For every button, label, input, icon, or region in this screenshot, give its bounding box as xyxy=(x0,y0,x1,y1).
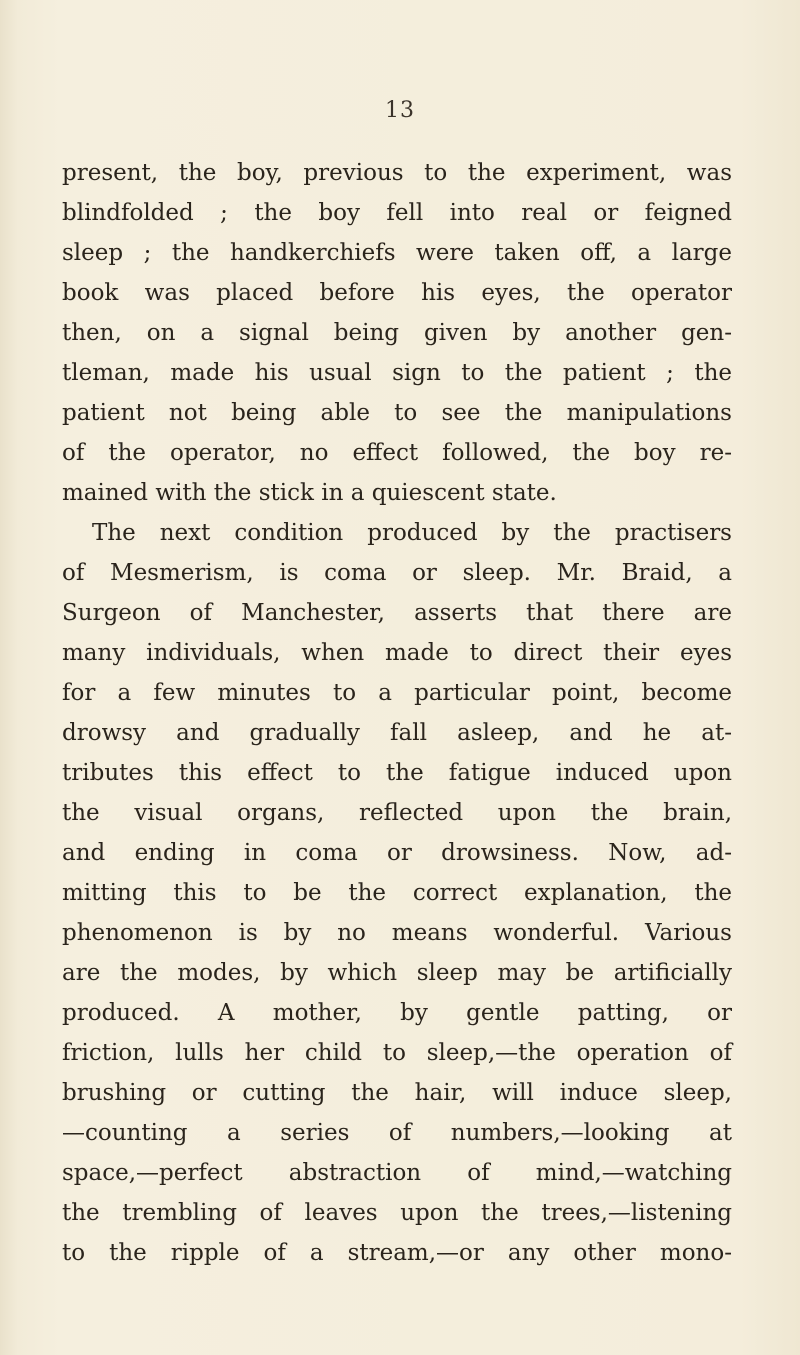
text-line: patient not being able to see the manipulations xyxy=(62,400,732,426)
text-line: present, the boy, previous to the experiment, was xyxy=(62,160,732,186)
body-text xyxy=(62,153,732,1273)
text-line: and ending in coma or drowsiness. Now, ad- xyxy=(62,840,732,866)
text-line: space,—perfect abstraction of mind,—watching xyxy=(62,1160,732,1186)
text-line: for a few minutes to a particular point, become xyxy=(62,680,732,706)
text-line: the visual organs, reflected upon the brain, xyxy=(62,800,732,826)
text-line: to the ripple of a stream,—or any other mono- xyxy=(62,1240,732,1266)
text-line: of Mesmerism, is coma or sleep. Mr. Braid, a xyxy=(62,560,732,586)
text-line: tributes this effect to the fatigue induced upon xyxy=(62,760,732,786)
text-line: —counting a series of numbers,—looking at xyxy=(62,1120,732,1146)
text-line: The next condition produced by the practisers xyxy=(92,520,732,546)
text-line: many individuals, when made to direct their eyes xyxy=(62,640,732,666)
text-line: are the modes, by which sleep may be artificially xyxy=(62,960,732,986)
text-line: mained with the stick in a quiescent state. xyxy=(62,480,557,506)
text-line: brushing or cutting the hair, will induce sleep, xyxy=(62,1080,732,1106)
text-line: then, on a signal being given by another gen- xyxy=(62,320,732,346)
text-line: tleman, made his usual sign to the patient ; the xyxy=(62,360,732,386)
text-line: drowsy and gradually fall asleep, and he at- xyxy=(62,720,732,746)
text-line: friction, lulls her child to sleep,—the operation of xyxy=(62,1040,732,1066)
text-line: book was placed before his eyes, the operator xyxy=(62,280,732,306)
text-line: Surgeon of Manchester, asserts that there are xyxy=(62,600,732,626)
text-line: produced. A mother, by gentle patting, or xyxy=(62,1000,732,1026)
text-line: sleep ; the handkerchiefs were taken off, a large xyxy=(62,240,732,266)
text-line: phenomenon is by no means wonderful. Various xyxy=(62,920,732,946)
text-line: the trembling of leaves upon the trees,—listening xyxy=(62,1200,732,1226)
text-line: blindfolded ; the boy fell into real or feigned xyxy=(62,200,732,226)
text-line: of the operator, no effect followed, the boy re- xyxy=(62,440,732,466)
page-number: 13 xyxy=(385,98,415,123)
text-line: mitting this to be the correct explanation, the xyxy=(62,880,732,906)
